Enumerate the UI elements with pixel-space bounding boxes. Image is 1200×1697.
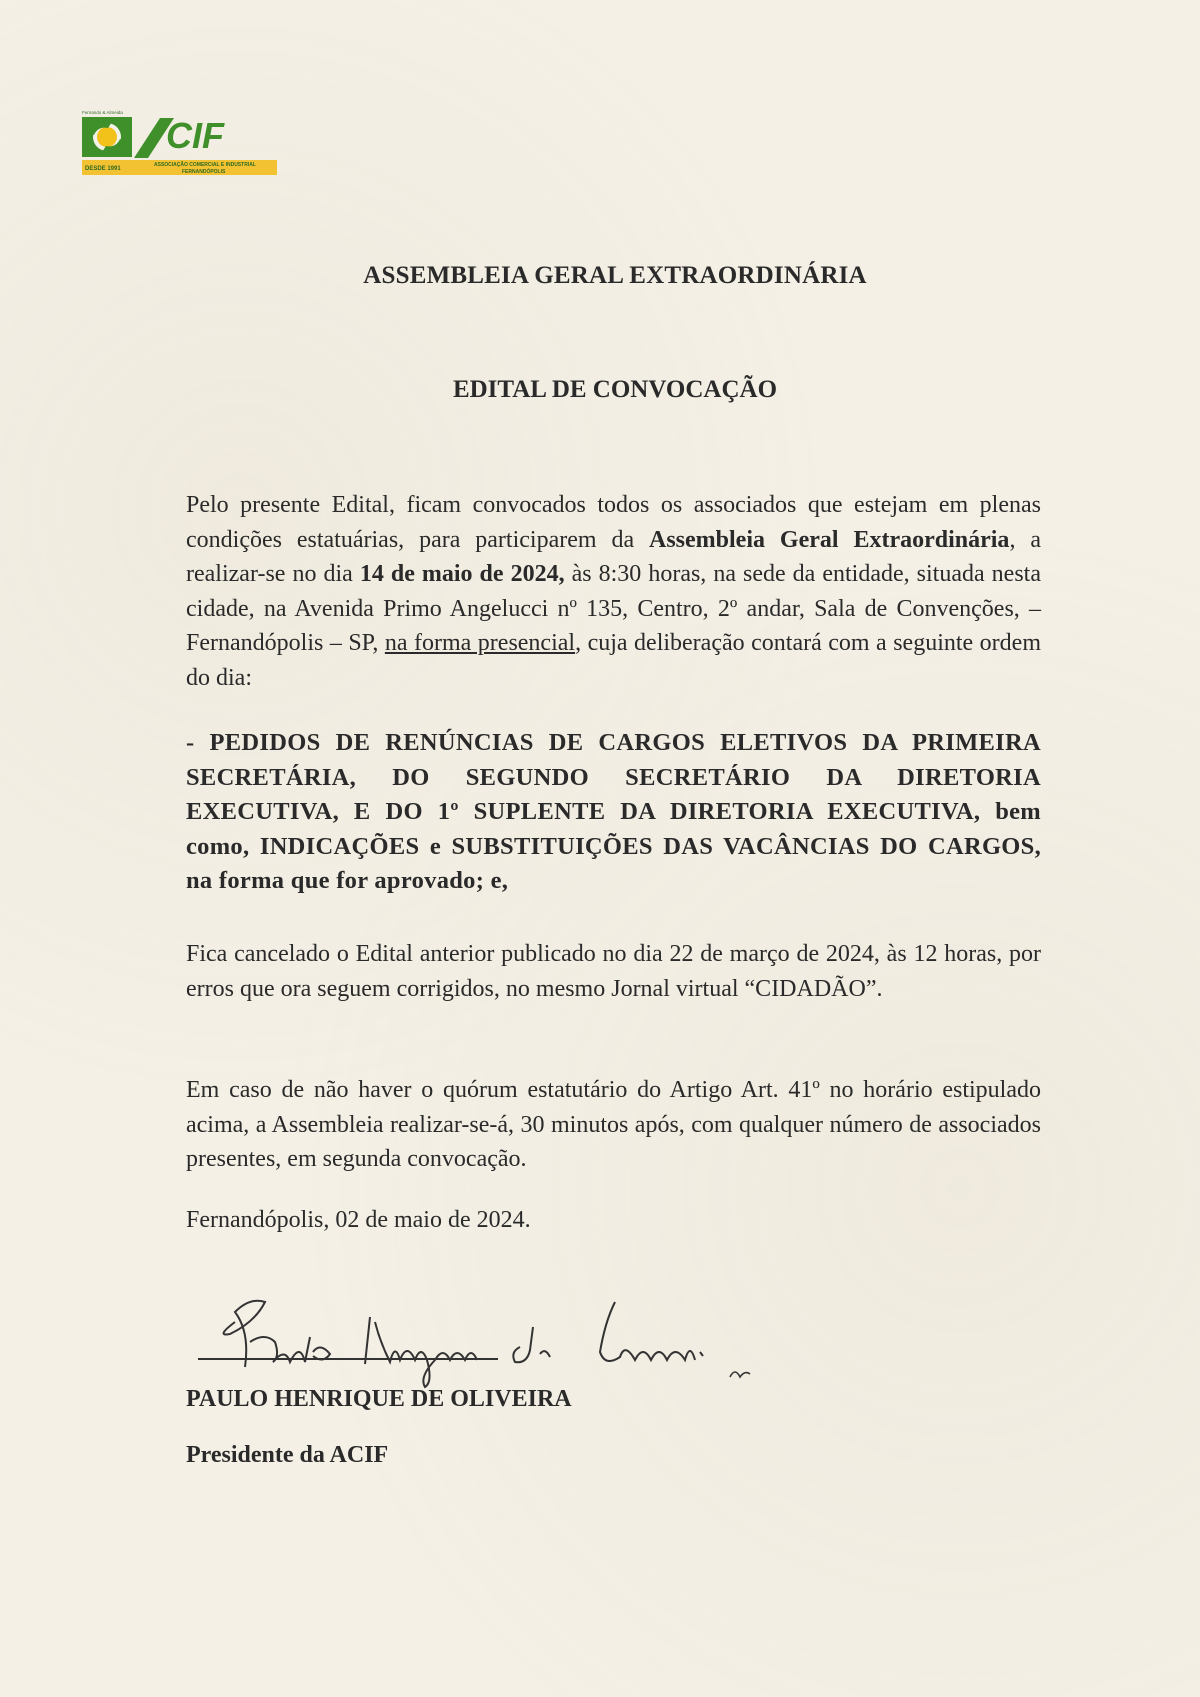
signature-line [198,1358,498,1360]
agenda-text-4: e [419,832,452,860]
p1-text-2: , a realizar-se no dia [186,526,1041,587]
agenda-text-1: - PEDIDOS DE RENÚNCIAS DE CARGOS ELETIVOS DA PRIMEIRA SECRETÁRIA, DO SEGUNDO SECRETÁRIO DA DIRETORIA EXECUTIVA, E DO 1º SUPLENTE DA DIRETORIA EXECUTIVA, [186,729,1041,825]
agenda-text-6: na forma que for aprovado; e, [186,867,509,894]
svg-text:ASSOCIAÇÃO COMERCIAL E INDUSTR: ASSOCIAÇÃO COMERCIAL E INDUSTRIAL [154,162,256,168]
svg-text:CIF: CIF [166,115,224,156]
convocation-paragraph [186,488,1041,695]
svg-text:Fernando & Almeida: Fernando & Almeida [82,110,123,115]
p1-assembly-bold: Assembleia Geral Extraordinária [649,526,1010,553]
signer-name: PAULO HENRIQUE DE OLIVEIRA [186,1386,572,1412]
handwritten-signature [195,1282,805,1392]
date-line: Fernandópolis, 02 de maio de 2024. [186,1207,531,1233]
agenda-text-2: bem como, [186,798,1042,860]
svg-text:FERNANDÓPOLIS: FERNANDÓPOLIS [182,169,226,175]
agenda-text-3: INDICAÇÕES [259,832,420,860]
p1-underlined: na forma presencial [384,630,576,656]
quorum-paragraph: Em caso de não haver o quórum estatutário do Artigo Art. 41º no horário estipulado acima, a Assembleia realizar-se-á, 30 minutos após, com qualquer número de associados presentes, em segunda convocação. [186,1077,1041,1172]
p1-date-bold: 14 de maio de 2024, [359,561,565,587]
agenda-text-5: SUBSTITUIÇÕES DAS VACÂNCIAS DO CARGOS, [451,832,1042,860]
svg-text:DESDE 1991: DESDE 1991 [85,166,121,172]
signer-role: Presidente da ACIF [186,1442,389,1468]
p1-text-4: , cuja deliberação contará com a seguinte ordem do dia: [186,630,1041,691]
p1-text-1: Pelo presente Edital, ficam convocados todos os associados que estejam em plenas condições estatuárias, para participarem da [186,492,1041,553]
cancellation-paragraph: Fica cancelado o Edital anterior publicado no dia 22 de março de 2024, às 12 horas, por erros que ora seguem corrigidos, no mesmo Jornal virtual “CIDADÃO”. [186,941,1041,1002]
acif-logo [82,108,277,178]
p1-text-3: às 8:30 horas, na sede da entidade, situada nesta cidade, na Avenida Primo Angelucci nº 135, Centro, 2º andar, Sala de Convenções, – Fernandópolis – SP, [186,561,1041,656]
assembly-title: ASSEMBLEIA GERAL EXTRAORDINÁRIA [363,262,867,289]
agenda-item [186,726,1041,899]
edital-subtitle: EDITAL DE CONVOCAÇÃO [452,376,778,403]
